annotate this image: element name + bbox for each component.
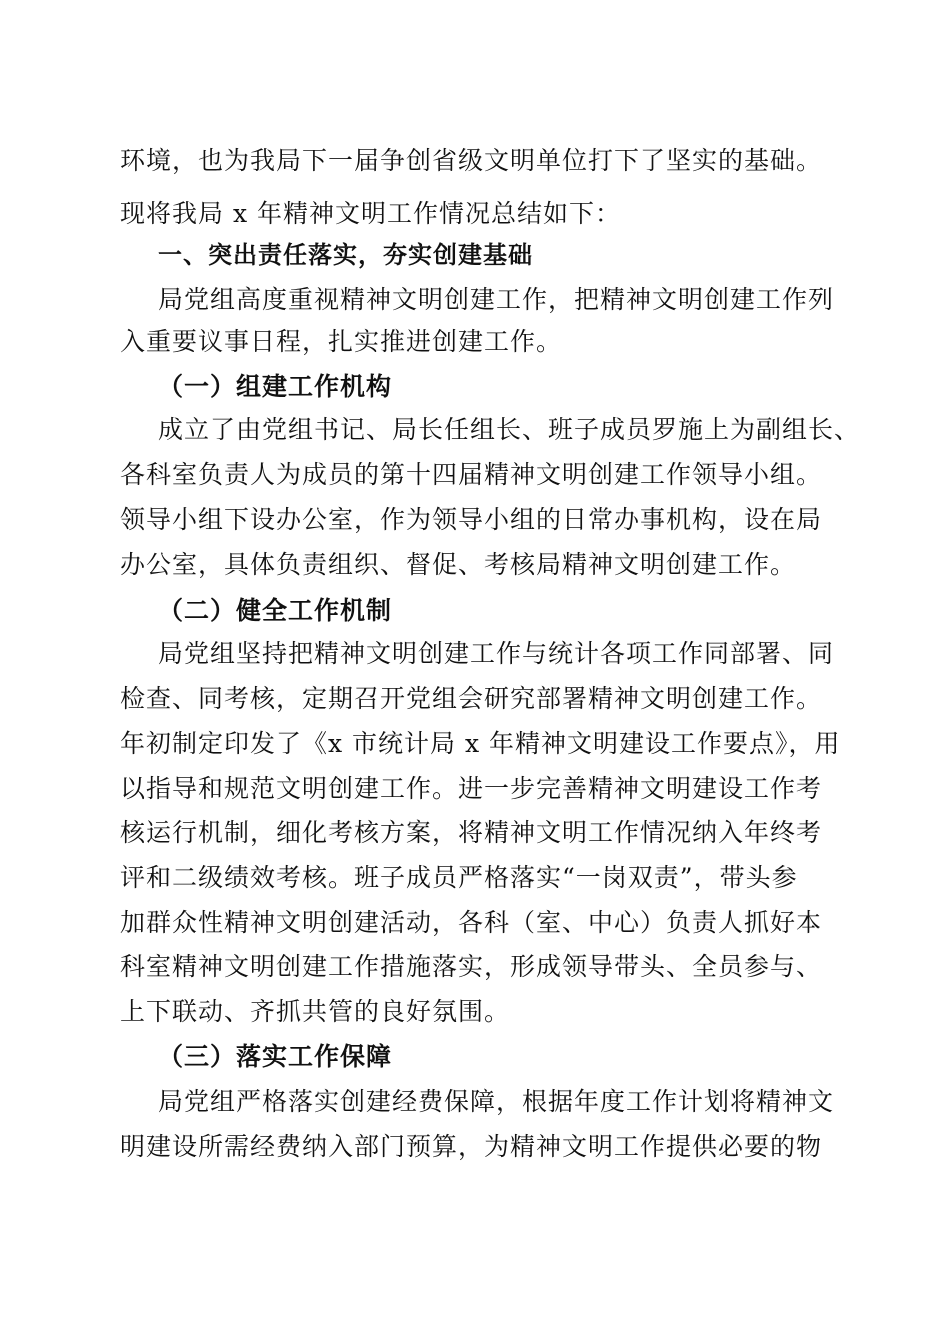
subsection-heading: （三）落实工作保障	[158, 1042, 393, 1071]
subsection-heading: （二）健全工作机制	[158, 596, 393, 625]
body-text-line: 上下联动、齐抓共管的良好氛围。	[120, 997, 511, 1026]
body-text-line: 领导小组下设办公室，作为领导小组的日常办事机构，设在局	[120, 505, 823, 534]
body-text-line: 科室精神文明创建工作措施落实，形成领导带头、全员参与、	[120, 952, 823, 981]
body-text-line: 环境，也为我局下一届争创省级文明单位打下了坚实的基础。	[120, 146, 823, 175]
body-text-line: 现将我局 x 年精神文明工作情况总结如下：	[120, 199, 621, 228]
body-text-line: 评和二级绩效考核。班子成员严格落实“一岗双责”，带头参	[120, 863, 798, 892]
body-text-line: 局党组高度重视精神文明创建工作，把精神文明创建工作列	[158, 285, 835, 314]
body-text-line: 成立了由党组书记、局长任组长、班子成员罗施上为副组长、	[158, 415, 861, 444]
section-heading: 一、突出责任落实，夯实创建基础	[158, 241, 533, 269]
body-text-line: 明建设所需经费纳入部门预算，为精神文明工作提供必要的物	[120, 1132, 823, 1161]
body-text-line: 加群众性精神文明创建活动，各科（室、中心）负责人抓好本	[120, 908, 823, 937]
body-text-line: 检查、同考核，定期召开党组会研究部署精神文明创建工作。	[120, 684, 823, 713]
body-text-line: 办公室，具体负责组织、督促、考核局精神文明创建工作。	[120, 550, 797, 579]
body-text-line: 核运行机制，细化考核方案，将精神文明工作情况纳入年终考	[120, 818, 823, 847]
body-text-line: 入重要议事日程，扎实推进创建工作。	[120, 327, 563, 356]
body-text-line: 年初制定印发了《x 市统计局 x 年精神文明建设工作要点》，用	[120, 729, 841, 758]
body-text-line: 以指导和规范文明创建工作。进一步完善精神文明建设工作考	[120, 774, 823, 803]
body-text-line: 局党组严格落实创建经费保障，根据年度工作计划将精神文	[158, 1087, 835, 1116]
body-text-line: 各科室负责人为成员的第十四届精神文明创建工作领导小组。	[120, 460, 823, 489]
body-text-line: 局党组坚持把精神文明创建工作与统计各项工作同部署、同	[158, 639, 835, 668]
subsection-heading: （一）组建工作机构	[158, 372, 393, 401]
